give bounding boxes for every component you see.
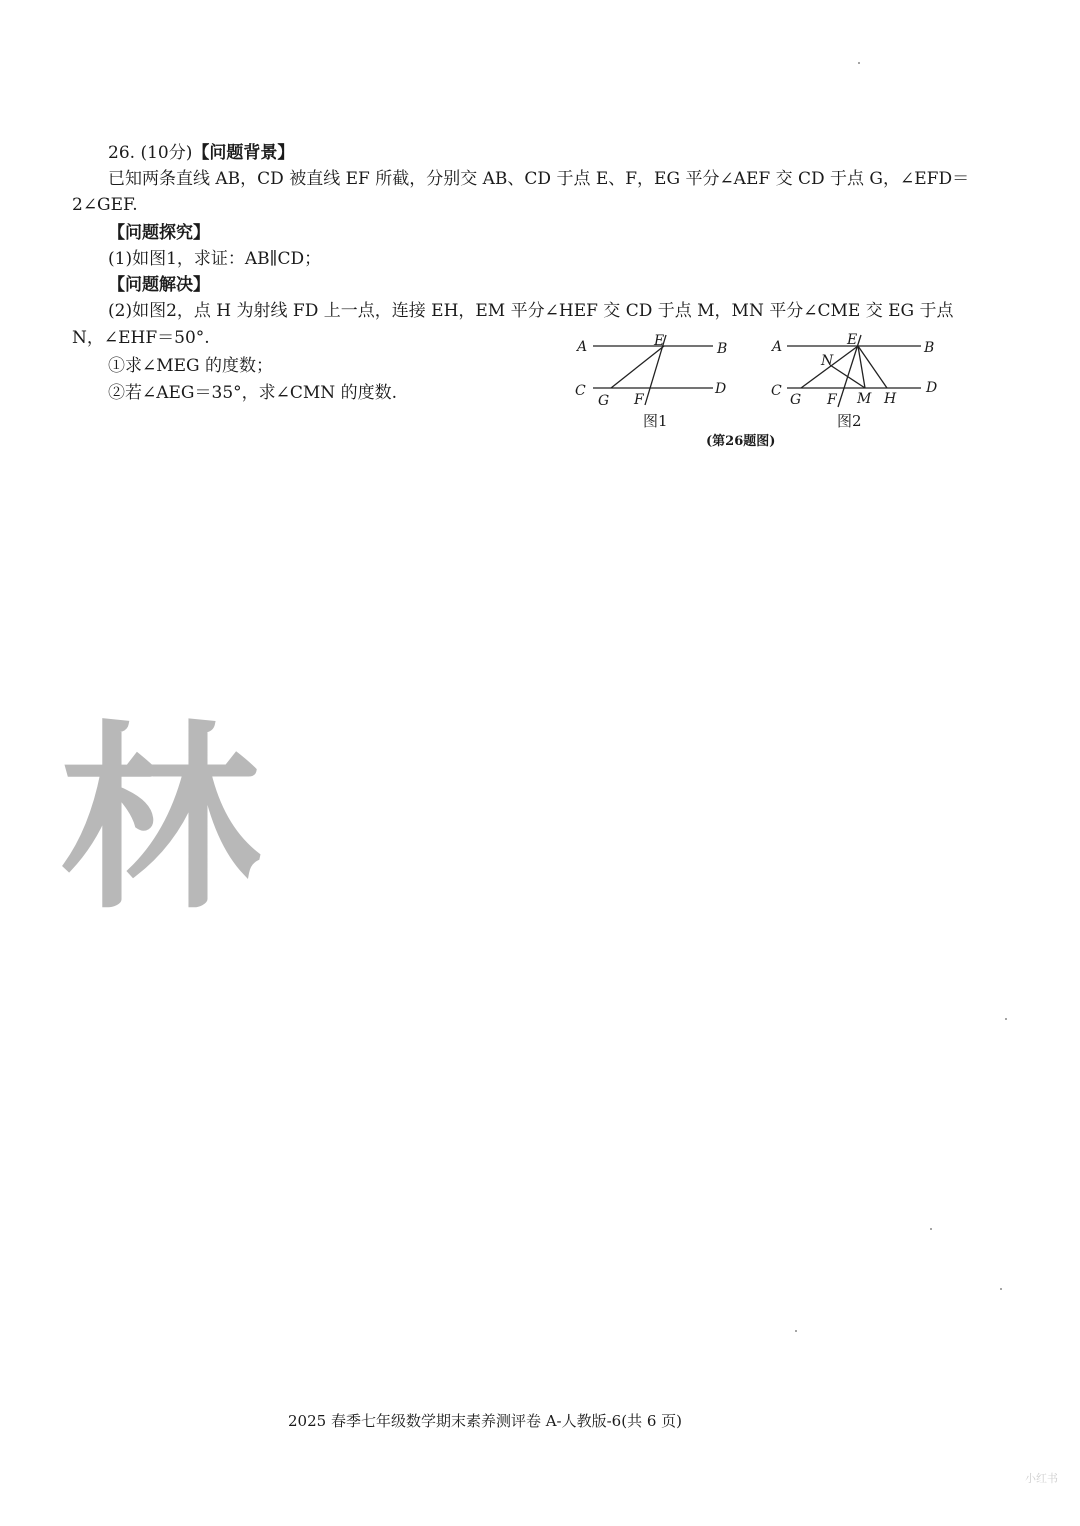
- fig1-label: 图1: [643, 412, 668, 430]
- scan-speck: [1000, 1288, 1002, 1290]
- fig2-line-mn: [830, 365, 865, 388]
- section-solve-title: 【问题解决】: [108, 275, 210, 295]
- fig1-point-b: B: [717, 341, 728, 357]
- fig2-point-b: B: [924, 340, 935, 356]
- background-line-1: 已知两条直线 AB，CD 被直线 EF 所截，分别交 AB、CD 于点 E、F，EG 平分∠AEF 交 CD 于点 G，∠EFD＝: [108, 169, 970, 189]
- fig2-line-em: [858, 346, 865, 388]
- fig2-point-m: M: [857, 391, 872, 407]
- fig2-point-h: H: [884, 391, 897, 407]
- corner-watermark: 小红书: [1025, 1472, 1058, 1485]
- fig2-point-a: A: [772, 339, 783, 355]
- fig1-point-a: A: [577, 339, 588, 355]
- background-line-2: 2∠GEF.: [72, 195, 138, 215]
- part-2-line-1: (2)如图2，点 H 为射线 FD 上一点，连接 EH，EM 平分∠HEF 交 CD 于点 M，MN 平分∠CME 交 EG 于点: [108, 301, 954, 321]
- scan-speck: [858, 62, 860, 64]
- fig2-line-eh: [858, 346, 887, 388]
- sub-question-2: ②若∠AEG＝35°，求∠CMN 的度数.: [108, 383, 397, 403]
- geometry-figures: [565, 325, 955, 430]
- fig2-point-n: N: [821, 353, 834, 369]
- fig1-point-c: C: [575, 383, 586, 399]
- fig1-point-g: G: [598, 393, 610, 409]
- page-footer: 2025 春季七年级数学期末素养测评卷 A-人教版-6(共 6 页): [288, 1412, 683, 1430]
- part-1: (1)如图1，求证：AB∥CD；: [108, 249, 322, 269]
- fig1-point-f: F: [634, 392, 644, 408]
- scan-speck: [795, 1330, 797, 1332]
- fig1-point-e: E: [654, 333, 665, 349]
- fig2-point-f: F: [827, 392, 837, 408]
- question-header: [108, 142, 294, 164]
- scan-speck: [1005, 1018, 1007, 1020]
- watermark-character: 林: [60, 702, 261, 937]
- fig2-point-d: D: [926, 380, 938, 396]
- section-background-title: 【问题背景】: [192, 143, 295, 163]
- part-2-line-2: N，∠EHF＝50°.: [72, 328, 210, 348]
- fig2-point-g: G: [790, 392, 802, 408]
- figure-caption: (第26题图): [706, 434, 776, 449]
- fig2-point-e: E: [847, 332, 858, 348]
- figure-1: [593, 335, 713, 405]
- scan-speck: [930, 1228, 932, 1230]
- fig2-point-c: C: [771, 383, 782, 399]
- section-explore-title: 【问题探究】: [108, 223, 210, 243]
- fig1-point-d: D: [715, 381, 727, 397]
- question-number: 26. (10分): [108, 143, 193, 163]
- sub-question-1: ①求∠MEG 的度数；: [108, 356, 274, 376]
- figure-1-labels: [575, 333, 727, 430]
- fig2-label: 图2: [837, 412, 862, 430]
